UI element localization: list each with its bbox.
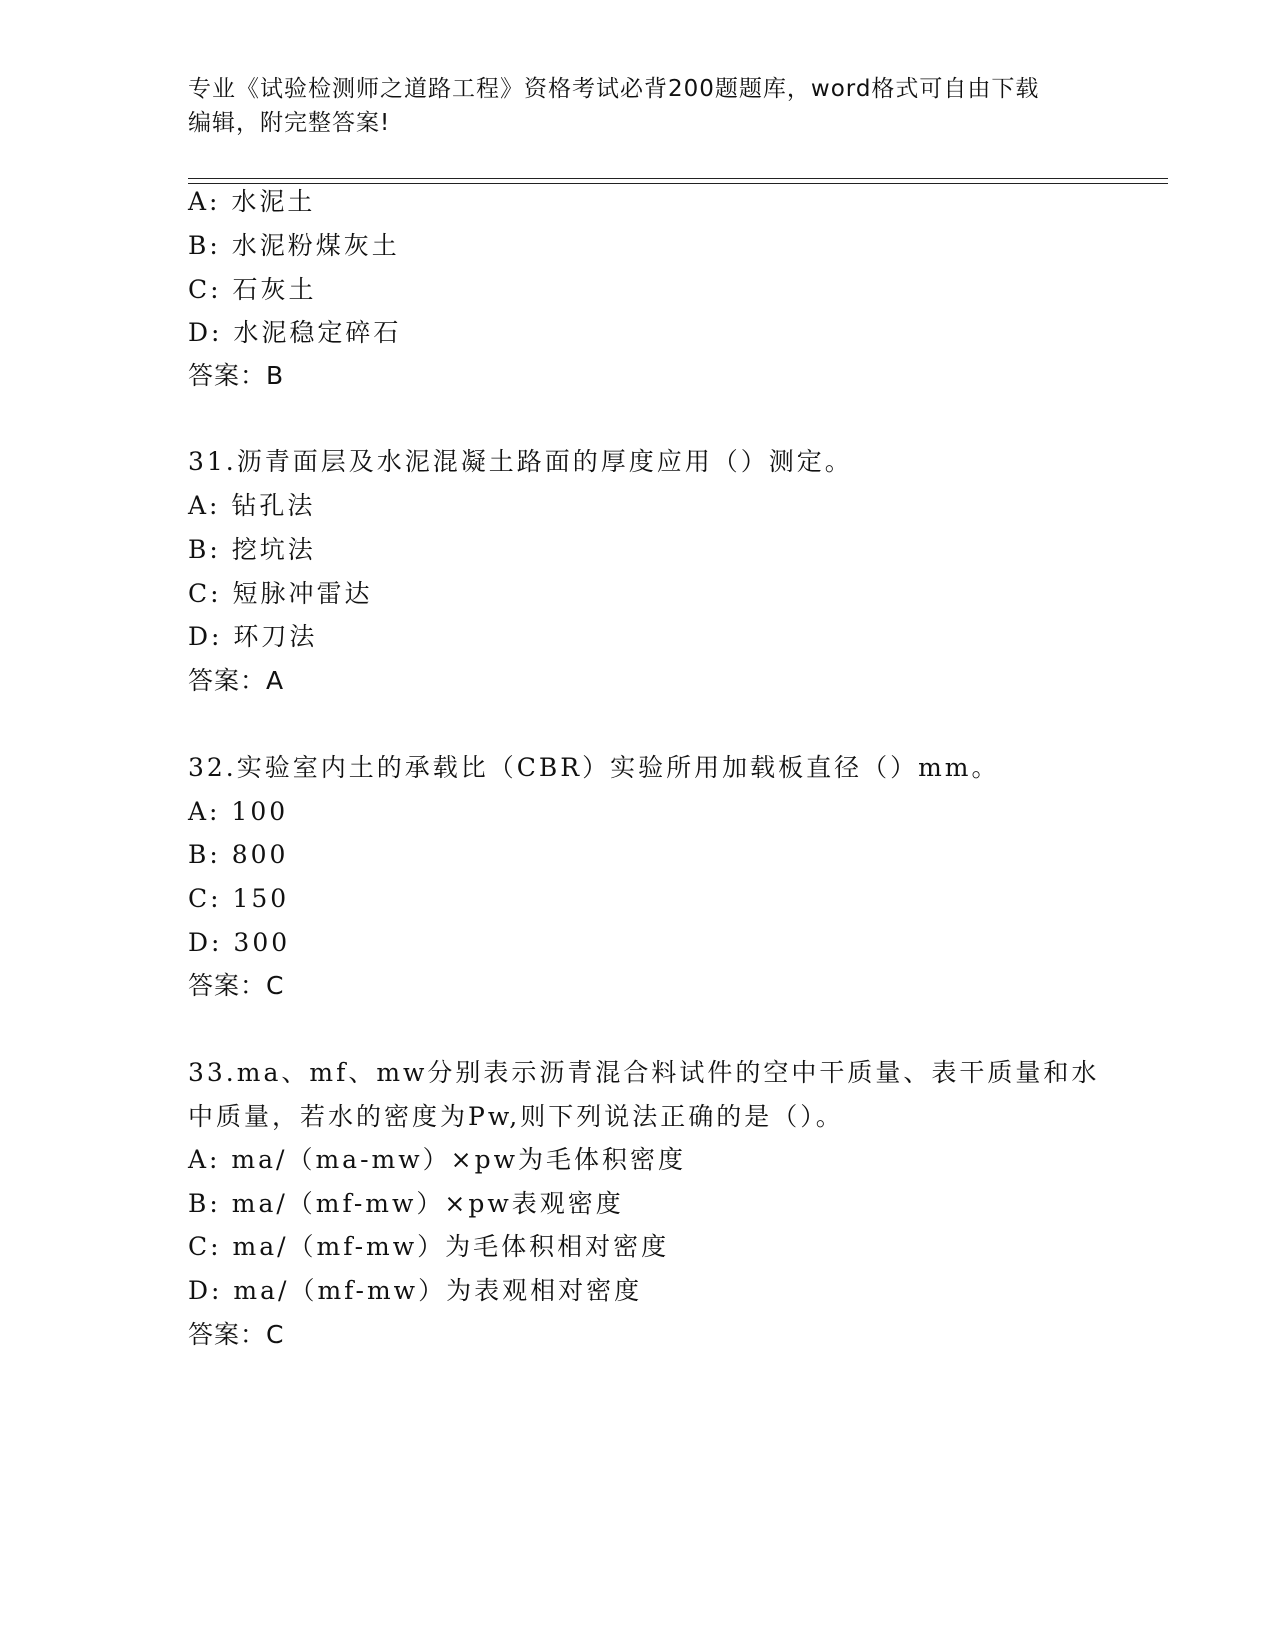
- q33-option-c: C: ma/（mf-mw）为毛体积相对密度: [188, 1232, 670, 1261]
- q31-option-d: D: 环刀法: [188, 622, 318, 651]
- header-title-line-1: 专业《试验检测师之道路工程》资格考试必背200题题库，word格式可自由下载: [188, 76, 1040, 102]
- q33-option-b: B: ma/（mf-mw）×pw表观密度: [188, 1189, 624, 1218]
- q32-option-b: B: 800: [188, 840, 289, 869]
- q31-option-c: C: 短脉冲雷达: [188, 579, 373, 608]
- q31-option-b: B: 挖坑法: [188, 535, 316, 564]
- q32-question: 32.实验室内土的承载比（CBR）实验所用加载板直径（）mm。: [188, 753, 1000, 782]
- q31-answer: 答案：A: [188, 666, 285, 695]
- q33-question-line-1: 33.ma、mf、mw分别表示沥青混合料试件的空中干质量、表干质量和水: [188, 1058, 1100, 1087]
- q31-option-a: A: 钻孔法: [188, 491, 316, 520]
- q33-option-d: D: ma/（mf-mw）为表观相对密度: [188, 1276, 643, 1305]
- q33-option-a: A: ma/（ma-mw）×pw为毛体积密度: [188, 1145, 686, 1174]
- q33-answer: 答案：C: [188, 1320, 285, 1349]
- q33-question-line-2: 中质量，若水的密度为Pw,则下列说法正确的是（）。: [188, 1102, 844, 1131]
- q30-option-b: B: 水泥粉煤灰土: [188, 231, 400, 260]
- q30-option-d: D: 水泥稳定碎石: [188, 318, 402, 347]
- header-title-line-2: 编辑，附完整答案!: [188, 110, 391, 136]
- q31-question: 31.沥青面层及水泥混凝土路面的厚度应用（）测定。: [188, 447, 853, 476]
- q32-option-a: A: 100: [188, 797, 289, 826]
- header-double-rule: [188, 178, 1168, 184]
- q32-option-d: D: 300: [188, 928, 291, 957]
- q32-option-c: C: 150: [188, 884, 290, 913]
- q30-answer: 答案：B: [188, 361, 285, 390]
- document-header: [188, 72, 1088, 140]
- q30-option-a: A: 水泥土: [188, 187, 316, 216]
- q30-option-c: C: 石灰土: [188, 275, 317, 304]
- document-page: [188, 0, 1168, 1650]
- q32-answer: 答案：C: [188, 971, 285, 1000]
